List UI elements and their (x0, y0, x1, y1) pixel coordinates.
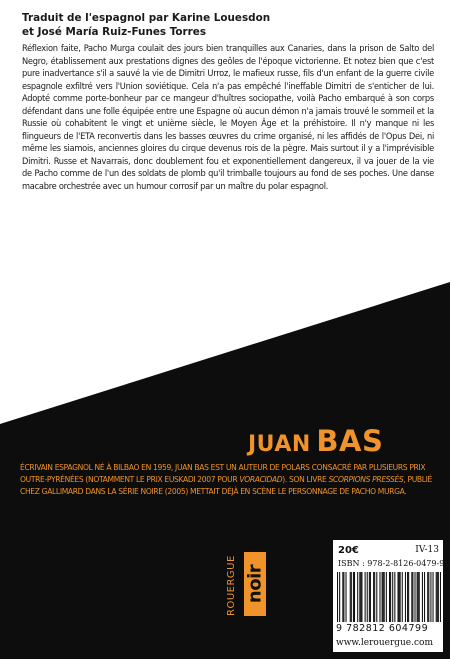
product-code: IV-13 (415, 545, 439, 555)
translator-line-1: Traduit de l'espagnol par Karine Louesdon (22, 12, 271, 24)
publisher-logo (226, 548, 274, 618)
author-bio (20, 462, 440, 497)
author-first-name: JUAN (248, 432, 311, 457)
price-isbn-box (333, 540, 443, 652)
price: 20€ (338, 545, 359, 556)
barcode (337, 572, 441, 622)
barcode-digits: 9 782812 604799 (336, 623, 429, 634)
author-name (248, 424, 383, 458)
bio-title-scorpions: SCORPIONS PRESSÉS (328, 474, 404, 484)
bio-part-3: , PUBLIÉ CHEZ GALLIMARD DANS LA SÉRIE NOIRE (2005) METTAIT DÉJÀ EN SCÈNE LE PERSONNAGE DE PACHO MURGA. (20, 474, 433, 496)
bio-title-voracidad: VORACIDAD (239, 474, 283, 484)
translator-credit (22, 12, 432, 39)
isbn: ISBN : 978-2-8126-0479-9 (338, 559, 445, 568)
publisher-website: www.lerouergue.com (336, 638, 433, 648)
translator-line-2: et José María Ruiz-Funes Torres (22, 25, 207, 38)
book-blurb: Réflexion faite, Pacho Murga coulait des jours bien tranquilles aux Canaries, dans la prison de Salto del Negro, établissement aux prestations dignes des geôles de l'époque victorienne. Et notez bien que c'est pure inadvertance s'il a sauvé la vie de Dimitri Urroz, le mafieux russe, fils d'un enfant de la guerre civile espagnole exfiltré vers l'Union soviétique. Cela n'a pas empêché l'ineffable Dimitri de s'enticher de lui. Adopté comme porte-bonheur par ce mangeur d'huîtres sociopathe, voilà Pacho embarqué à son corps défendant dans une folle équipée entre une Espagne où aucun démon n'a jamais trouvé le sommeil et la Russie où cohabitent le vingt et unième siècle, le Moyen Âge et la préhistoire. Il n'y manque ni les flingueurs de l'ETA reconvertis dans les basses œuvres du crime organisé, ni les affidés de l'Opus Dei, ni même les siamois, anciennes gloires du cirque devenus rois de la pègre. Mais surtout il y a l'imprévisible Dimitri. Russe et Navarrais, donc doublement fou et exponentiellement dangereux, il va jouer de la vie de Pacho comme de l'un des soldats de plomb qu'il trimballe toujours au fond de ses poches. Une danse macabre orchestrée avec un humour corrosif par un maître du polar espagnol. (22, 43, 434, 193)
bio-part-2: ). SON LIVRE (282, 474, 329, 484)
author-last-name: BAS (316, 424, 384, 458)
publisher-name: ROUERGUE (226, 555, 237, 616)
bio-part-1: ÉCRIVAIN ESPAGNOL NÉ À BILBAO EN 1959, JUAN BAS EST UN AUTEUR DE POLARS CONSACRÉ PAR PLUSIEURS PRIX OUTRE-PYRÉNÉES (NOTAMMENT LE PRIX EUSKADI 2007 POUR (20, 463, 426, 484)
collection-name: noir (244, 564, 266, 604)
